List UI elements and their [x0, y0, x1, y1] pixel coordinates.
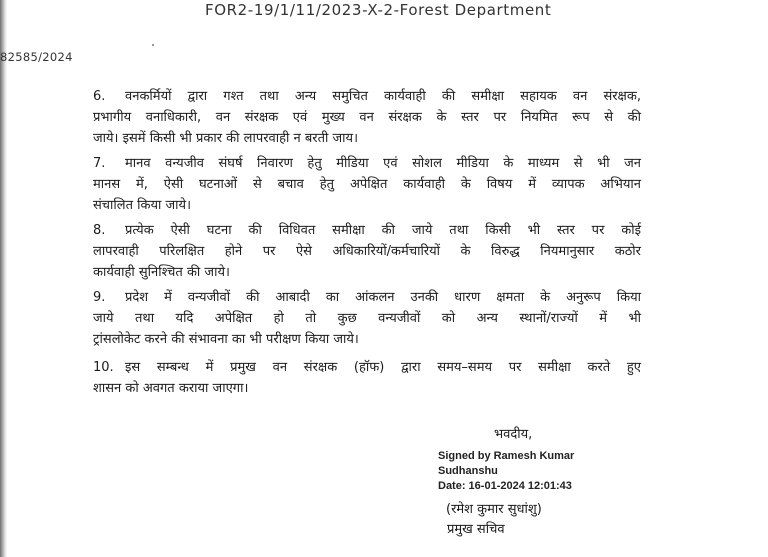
paragraph-line: संचालित किया जाये। — [93, 198, 192, 213]
paragraph-line: 10. इस सम्बन्ध में प्रमुख वन संरक्षक (हॉफ) द्वारा समय–समय पर समीक्षा करते हुए — [93, 357, 641, 378]
paragraph-line: मानस में, ऐसी घटनाओं से बचाव हेतु अपेक्षित कार्यवाही के विषय में व्यापक अभियान — [93, 177, 641, 192]
signed-by-name-cont: Sudhanshu — [438, 465, 498, 477]
paragraph-line: 8. प्रत्येक ऐसी घटना की विधिवत समीक्षा की जाये तथा किसी भी स्तर पर कोई — [93, 220, 641, 241]
paragraph-number: 9. — [93, 290, 106, 305]
paragraph-6 — [93, 86, 641, 149]
signature-date: Date: 16-01-2024 12:01:43 — [438, 480, 572, 492]
scan-speck — [152, 44, 154, 46]
paragraph-line: 7. मानव वन्यजीव संघर्ष निवारण हेतु मीडिया एवं सोशल मीडिया के माध्यम से भी जन — [93, 153, 641, 174]
paragraph-line: लापरवाही परिलक्षित होने पर ऐसे अधिकारियों/कर्मचारियों के विरुद्ध नियमानुसार कठोर — [93, 244, 641, 259]
paragraph-line: शासन को अवगत कराया जाएगा। — [93, 381, 249, 396]
scan-edge-shadow — [0, 0, 7, 557]
paragraph-number: 6. — [93, 89, 106, 104]
paragraph-9 — [93, 287, 641, 350]
paragraph-8 — [93, 220, 641, 283]
signatory-designation: प्रमुख सचिव — [447, 522, 505, 537]
digital-signature-stamp — [438, 449, 574, 494]
file-number: 82585/2024 — [0, 50, 73, 64]
signatory-name: (रमेश कुमार सुधांशु) — [446, 502, 542, 517]
paragraph-number: 7. — [93, 156, 106, 171]
paragraph-line: जाये तथा यदि अपेक्षित हो तो कुछ वन्यजीवों को अन्य स्थानों/राज्यों में भी — [93, 311, 641, 326]
paragraph-line: ट्रांसलोकेट करने की संभावना का भी परीक्षण किया जाये। — [93, 332, 359, 347]
paragraph-line: 9. प्रदेश में वन्यजीवों की आबादी का आंकलन उनकी धारण क्षमता के अनुरूप किया — [93, 287, 641, 308]
document-header: FOR2-19/1/11/2023-X-2-Forest Department — [205, 1, 552, 19]
closing-salutation: भवदीय, — [494, 427, 533, 442]
paragraph-7 — [93, 153, 641, 216]
signed-by-line: Signed by Ramesh Kumar — [438, 450, 575, 462]
paragraph-line: कार्यवाही सुनिश्चित की जाये। — [93, 265, 230, 280]
paragraph-line: 6. वनकर्मियों द्वारा गश्त तथा अन्य समुचित कार्यवाही की समीक्षा सहायक वन संरक्षक, — [93, 86, 641, 107]
paragraph-line: जाये। इसमें किसी भी प्रकार की लापरवाही न बरती जाय। — [93, 131, 359, 146]
paragraph-number: 10. — [93, 360, 114, 375]
paragraph-line: प्रभागीय वनाधिकारी, वन संरक्षक एवं मुख्य वन संरक्षक के स्तर पर नियमित रूप से की — [93, 110, 641, 125]
paragraph-10 — [93, 357, 641, 399]
paragraph-number: 8. — [93, 223, 106, 238]
